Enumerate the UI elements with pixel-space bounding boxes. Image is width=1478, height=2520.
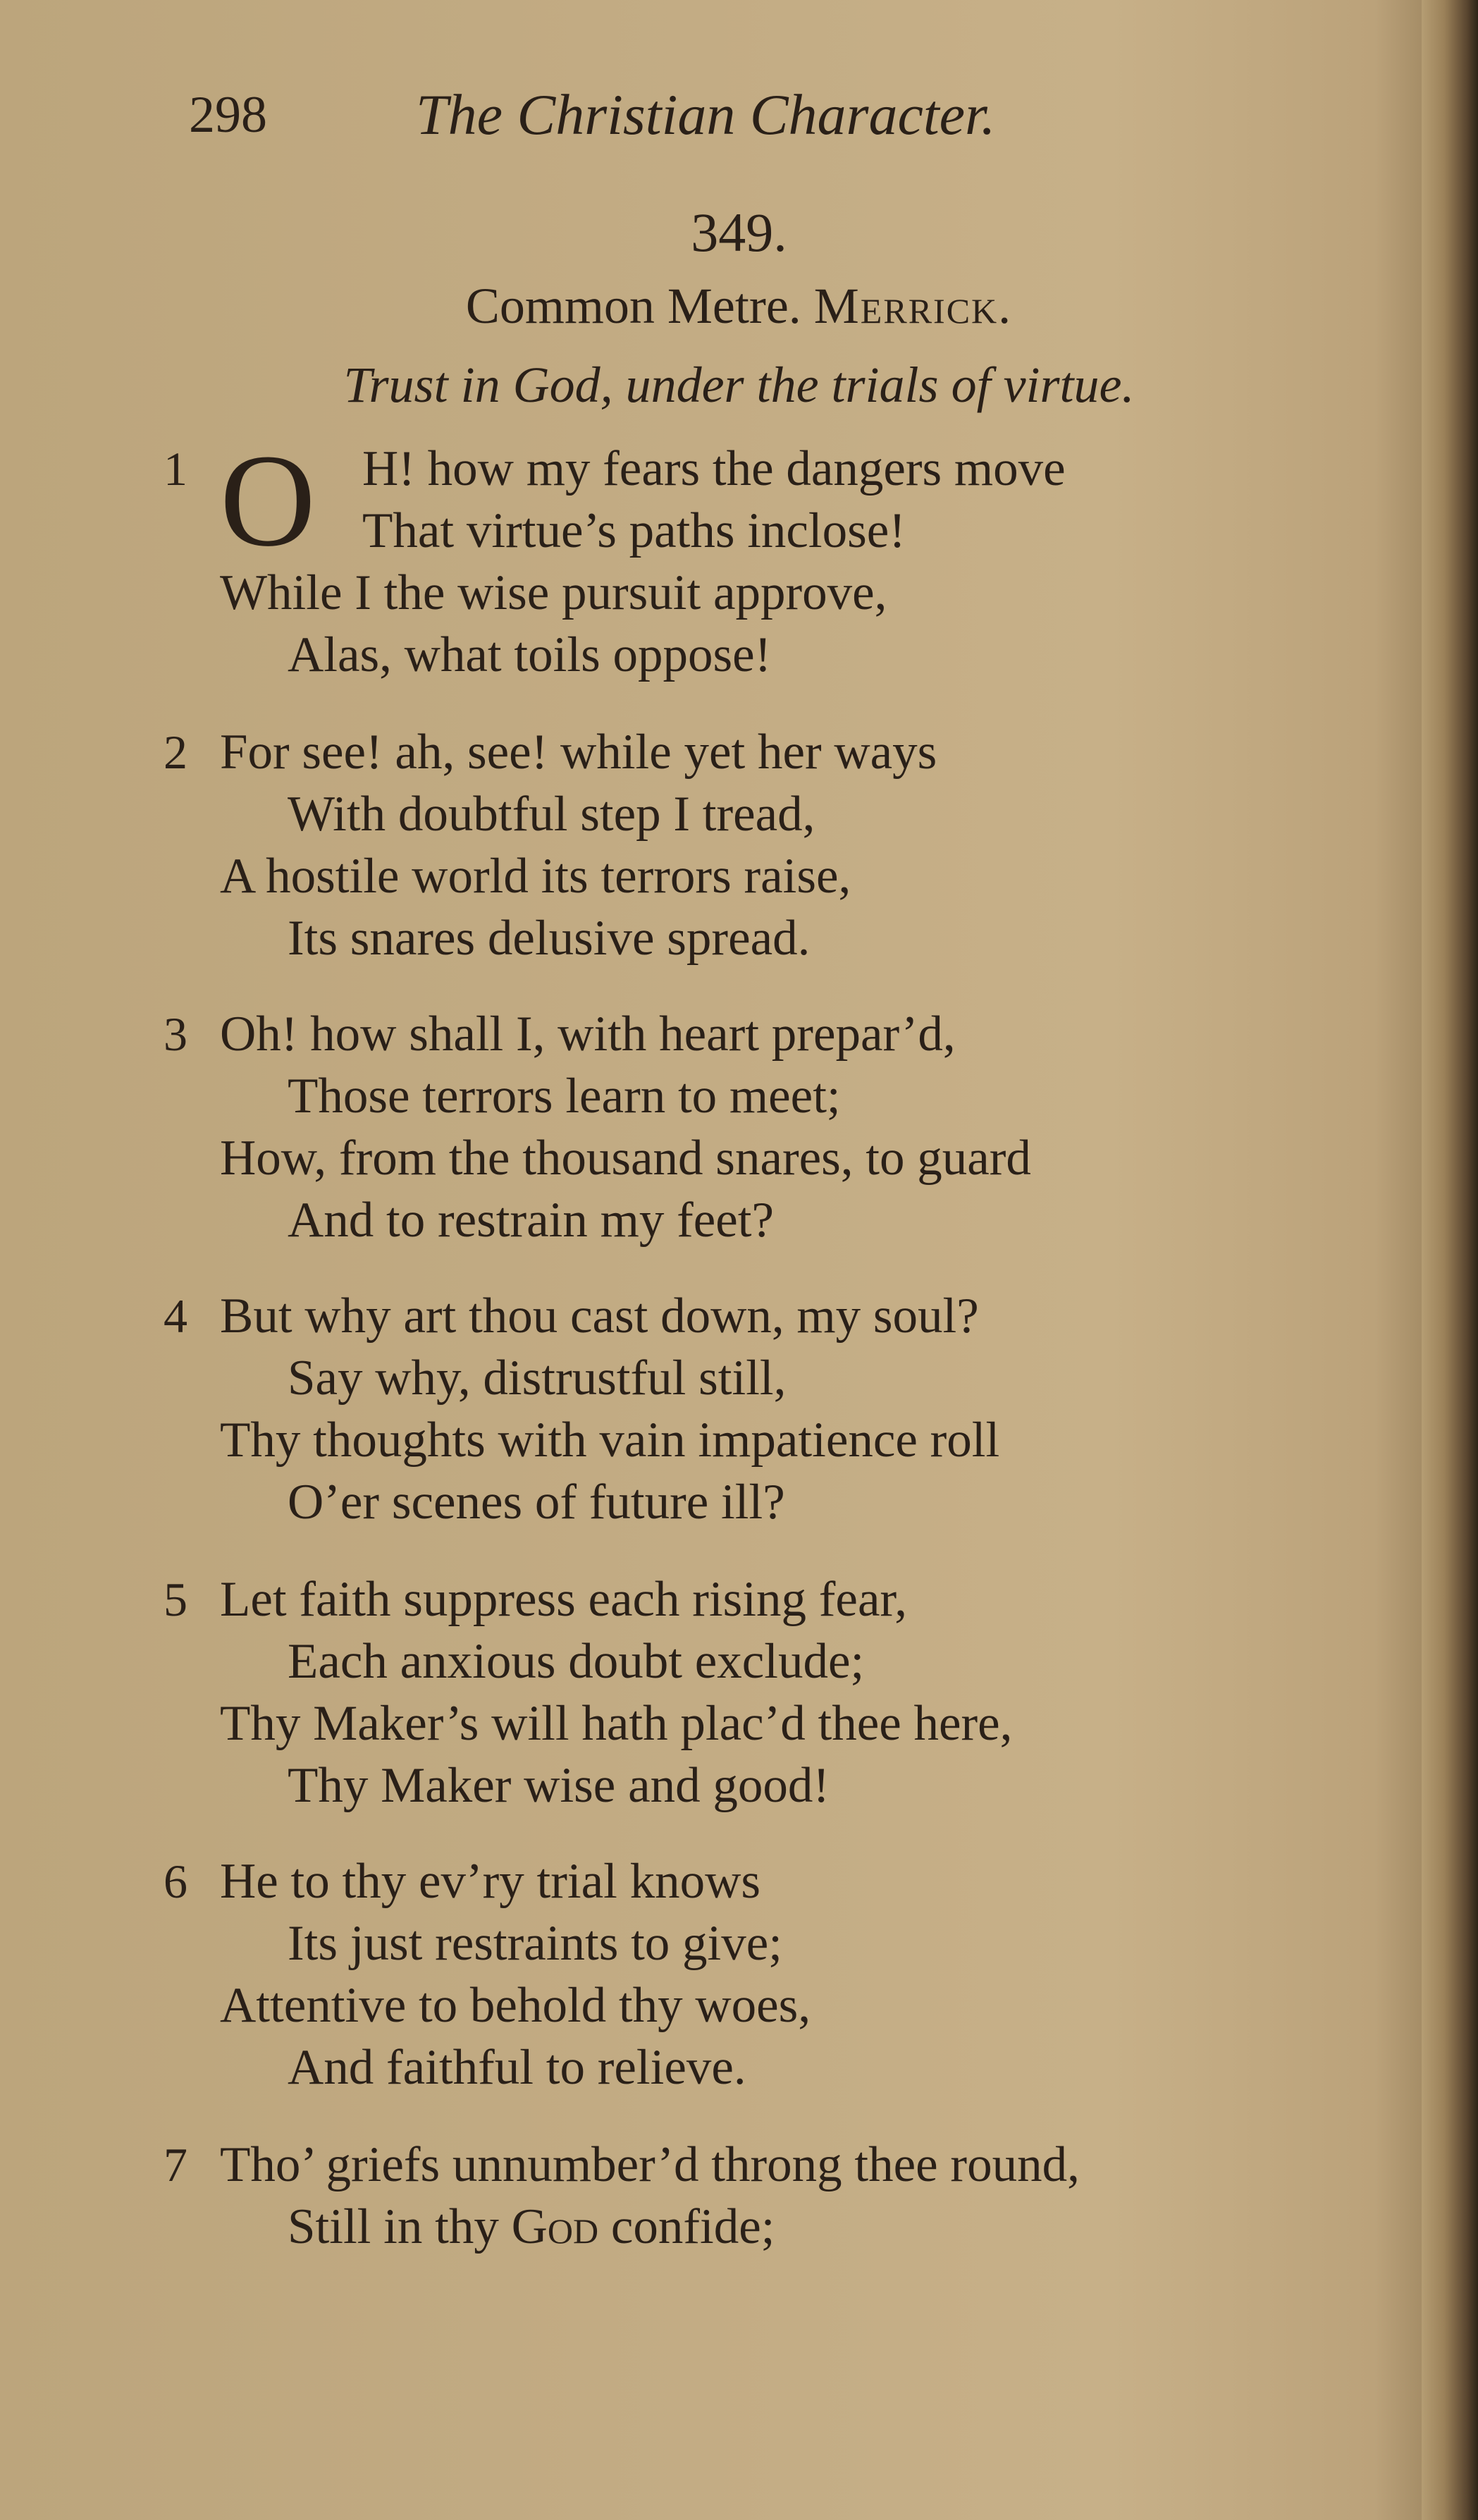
stanza-line: Thy Maker wise and good! bbox=[288, 1758, 830, 1813]
stanza-line: Tho’ griefs unnumber’d throng thee round, bbox=[220, 2137, 1080, 2192]
stanza-line: Oh! how shall I, with heart prepar’d, bbox=[220, 1007, 956, 1062]
stanza-line: But why art thou cast down, my soul? bbox=[220, 1289, 979, 1344]
stanza-line: That virtue’s paths inclose! bbox=[362, 503, 906, 558]
stanza-line: Those terrors learn to meet; bbox=[288, 1069, 841, 1124]
stanza-number: 4 bbox=[164, 1289, 187, 1343]
stanza-line bbox=[288, 2195, 775, 2258]
page-number: 298 bbox=[189, 86, 267, 144]
stanza-line: How, from the thousand snares, to guard bbox=[220, 1131, 1031, 1186]
stanza-line: Let faith suppress each rising fear, bbox=[220, 1572, 908, 1627]
meter: Common Metre. bbox=[465, 278, 801, 334]
stanza-line: Its snares delusive spread. bbox=[288, 911, 811, 966]
line-text: confide; bbox=[598, 2199, 775, 2254]
line-text: Still in thy bbox=[288, 2199, 512, 2254]
stanza-line: Thy thoughts with vain impatience roll bbox=[220, 1413, 1000, 1468]
stanza-line: With doubtful step I tread, bbox=[288, 787, 815, 842]
stanza-line: For see! ah, see! while yet her ways bbox=[220, 725, 937, 780]
stanza-number: 3 bbox=[164, 1007, 187, 1061]
god-small-caps: God bbox=[511, 2199, 599, 2254]
stanza-line: Thy Maker’s will hath plac’d thee here, bbox=[220, 1696, 1013, 1751]
stanza-line: H! how my fears the dangers move bbox=[362, 441, 1066, 496]
stanza-number: 5 bbox=[164, 1573, 187, 1626]
stanza-line: While I the wise pursuit approve, bbox=[220, 565, 887, 620]
hymn-subtitle: Trust in God, under the trials of virtue. bbox=[343, 357, 1135, 413]
stanza-line: Its just restraints to give; bbox=[288, 1916, 783, 1971]
stanza-number: 2 bbox=[164, 725, 187, 779]
stanza-line: A hostile world its terrors raise, bbox=[220, 849, 851, 904]
author: Merrick. bbox=[813, 278, 1013, 334]
stanza-line: Say why, distrustful still, bbox=[288, 1351, 787, 1406]
hymn-number: 349. bbox=[691, 202, 787, 263]
stanza-line: Each anxious doubt exclude; bbox=[288, 1634, 865, 1689]
drop-cap: O bbox=[220, 426, 316, 574]
stanza-line: O’er scenes of future ill? bbox=[288, 1475, 785, 1530]
stanza-number: 6 bbox=[164, 1855, 187, 1908]
stanza-number: 1 bbox=[164, 442, 187, 496]
stanza-line: Attentive to behold thy woes, bbox=[220, 1978, 811, 2033]
stanza-line: Alas, what toils oppose! bbox=[288, 627, 772, 682]
stanza-line: And to restrain my feet? bbox=[288, 1193, 775, 1248]
stanza-line: And faithful to relieve. bbox=[288, 2040, 746, 2095]
running-title: The Christian Character. bbox=[416, 82, 996, 147]
stanza-number: 7 bbox=[164, 2138, 187, 2192]
stanza-line: He to thy ev’ry trial knows bbox=[220, 1854, 761, 1909]
